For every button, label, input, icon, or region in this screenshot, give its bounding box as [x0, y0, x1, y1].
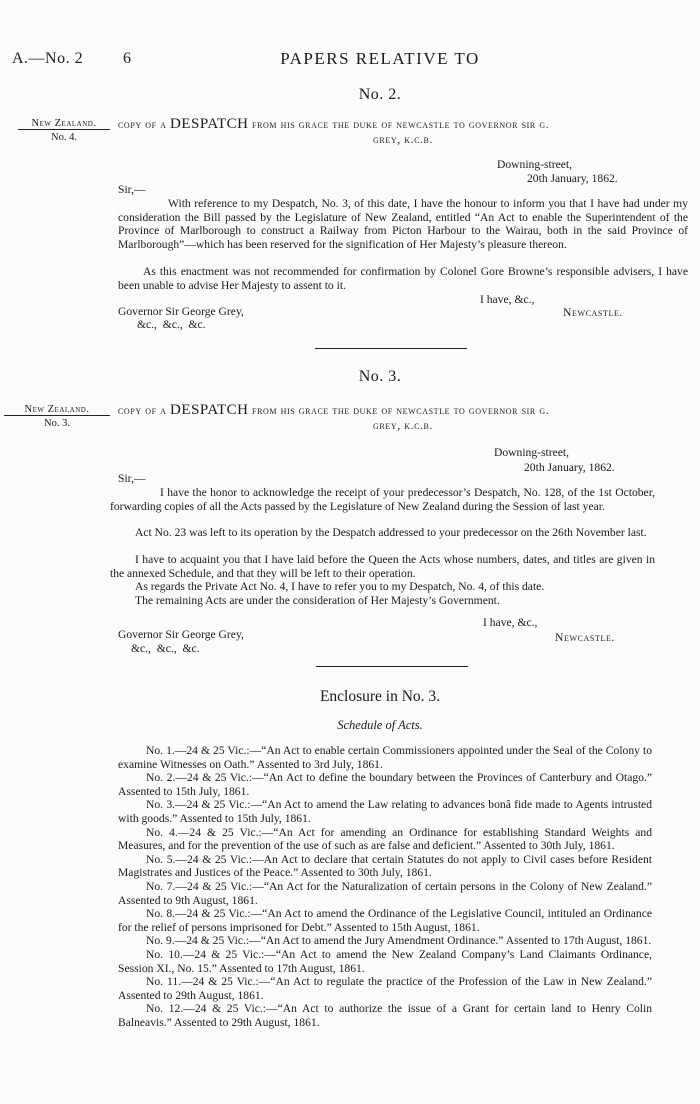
- margin-place: New Zealand.: [24, 404, 90, 415]
- act-item: No. 1.—24 & 25 Vic.:—“An Act to enable certain Commissioners appointed under the Seal of the Colony to examine Witnesses on Oath.” Assented to 3rd July, 1861.: [118, 744, 652, 771]
- act-item: No. 4.—24 & 25 Vic.:—“An Act for amending an Ordinance for establishing Standard Weights and Measures, and for the prevention of the use of such as are false and deficient.” Assented to 30th July, 1861.: [118, 825, 652, 853]
- despatch-3-closing: I have, &c.,: [483, 616, 538, 629]
- despatch-3-recipient: Governor Sir George Grey,: [118, 628, 244, 641]
- despatch-3-salutation: Sir,—: [118, 472, 146, 485]
- despatch-3-margin-note: [4, 403, 110, 430]
- despatch-2-recipient: Governor Sir George Grey,: [118, 305, 244, 318]
- act-item: No. 10.—24 & 25 Vic.:—“An Act to amend the New Zealand Company’s Land Claimants Ordinance, Session XI., No. 15.” Assented to 17th August, 1861.: [118, 947, 652, 975]
- title-rest: from his grace the duke of newcastle to governor sir g.: [252, 404, 550, 417]
- acts-list: [118, 744, 652, 1029]
- title-prefix: copy of a: [118, 404, 167, 417]
- despatch-3-number: No. 3.: [358, 368, 402, 385]
- enclosure-title: Enclosure in No. 3.: [319, 688, 441, 705]
- title-despatch-word: DESPATCH: [170, 116, 249, 132]
- despatch-2-number: No. 2.: [358, 86, 402, 103]
- margin-number: No. 3.: [44, 418, 70, 429]
- act-item: No. 11.—24 & 25 Vic.:—“An Act to regulate the practice of the Profession of the Law in New Zealand.” Assented to 29th August, 1861.: [118, 975, 652, 1002]
- despatch-2-paragraph-2: As this enactment was not recommended for confirmation by Colonel Gore Browne’s responsible advisers, I have been unable to advise Her Majesty to assent to it.: [118, 265, 688, 292]
- despatch-3-paragraph-1: I have the honor to acknowledge the receipt of your predecessor’s Despatch, No. 128, of the 1st October, forwarding copies of all the Acts passed by the Legislature of New Zealand during the Session of last year.: [110, 486, 655, 513]
- despatch-2-margin-note: [18, 117, 110, 144]
- act-item: No. 9.—24 & 25 Vic.:—“An Act to amend the Jury Amendment Ordinance.” Assented to 17th August, 1861.: [146, 934, 652, 948]
- despatch-3-paragraph-2: Act No. 23 was left to its operation by the Despatch addressed to your predecessor on the 26th November last.: [135, 526, 647, 539]
- title-rest: from his grace the duke of newcastle to governor sir g.: [252, 118, 550, 131]
- section-divider: [316, 666, 468, 667]
- despatch-2-salutation: Sir,—: [118, 183, 146, 196]
- despatch-3-paragraph-4: As regards the Private Act No. 4, I have to refer you to my Despatch, No. 4, of this date.: [135, 580, 545, 593]
- act-item: No. 7.—24 & 25 Vic.:—“An Act for the Naturalization of certain persons in the Colony of New Zealand.” Assented to 9th August, 1861.: [118, 879, 652, 907]
- despatch-3-paragraph-3: I have to acquaint you that I have laid before the Queen the Acts whose numbers, dates, and titles are given in the annexed Schedule, and that they will be left to their operation.: [110, 553, 655, 580]
- title-line-2: grey, k.c.b.: [373, 419, 433, 432]
- section-divider: [315, 348, 467, 349]
- despatch-2-date: 20th January, 1862.: [527, 172, 618, 185]
- margin-number: No. 4.: [51, 132, 77, 143]
- despatch-3-address: Downing-street,: [494, 446, 570, 459]
- despatch-3-paragraph-5: The remaining Acts are under the consideration of Her Majesty’s Government.: [135, 594, 500, 607]
- schedule-title: Schedule of Acts.: [337, 718, 423, 732]
- despatch-2-paragraph-1: With reference to my Despatch, No. 3, of this date, I have the honour to inform you that I have had under my consideration the Bill passed by the Legislature of New Zealand, entitled “An Act to enable the Superintendent of the Province of Marlborough to construct a Railway from Picton Harbour to the Wairau, both in the said Province of Marlborough”—which has been reserved for the signification of Her Majesty’s pleasure thereon.: [118, 197, 688, 251]
- despatch-2-title: [118, 117, 688, 147]
- despatch-3-signature: Newcastle.: [555, 631, 615, 644]
- act-item: No. 8.—24 & 25 Vic.:—“An Act to amend the Ordinance of the Legislative Council, intituled an Ordinance for the relief of persons imprisoned for Debt.” Assented to 15th August, 1861.: [118, 907, 652, 934]
- title-line-2: grey, k.c.b.: [373, 133, 433, 146]
- document-code: A.—No. 2: [12, 50, 84, 67]
- despatch-3-title: [118, 403, 688, 433]
- title-prefix: copy of a: [118, 118, 167, 131]
- despatch-2-signature: Newcastle.: [563, 306, 623, 319]
- despatch-3-etc: &c., &c., &c.: [131, 642, 200, 655]
- act-item: No. 12.—24 & 25 Vic.:—“An Act to authorize the issue of a Grant for certain land to Henry Colin Balneavis.” Assented to 29th August, 1861.: [118, 1002, 652, 1029]
- act-item: No. 5.—24 & 25 Vic.:—An Act to declare that certain Statutes do not apply to Civil cases before Resident Magistrates and Justices of the Peace.” Assented to 30th July, 1861.: [118, 852, 652, 880]
- page-number: 6: [123, 50, 131, 67]
- act-item: No. 3.—24 & 25 Vic.:—“An Act to amend the Law relating to advances bonâ fide made to Agents intrusted with goods.” Assented to 15th July, 1861.: [118, 798, 652, 825]
- despatch-3-date: 20th January, 1862.: [524, 461, 615, 474]
- despatch-2-etc: &c., &c., &c.: [137, 318, 206, 331]
- despatch-2-address: Downing-street,: [497, 158, 573, 171]
- act-item: No. 2.—24 & 25 Vic.:—“An Act to define the boundary between the Provinces of Canterbury and Otago.” Assented to 15th July, 1861.: [118, 771, 652, 798]
- title-despatch-word: DESPATCH: [170, 402, 249, 418]
- despatch-2-closing: I have, &c.,: [480, 293, 535, 306]
- page-title: PAPERS RELATIVE TO: [280, 49, 480, 68]
- margin-place: New Zealand.: [31, 118, 97, 129]
